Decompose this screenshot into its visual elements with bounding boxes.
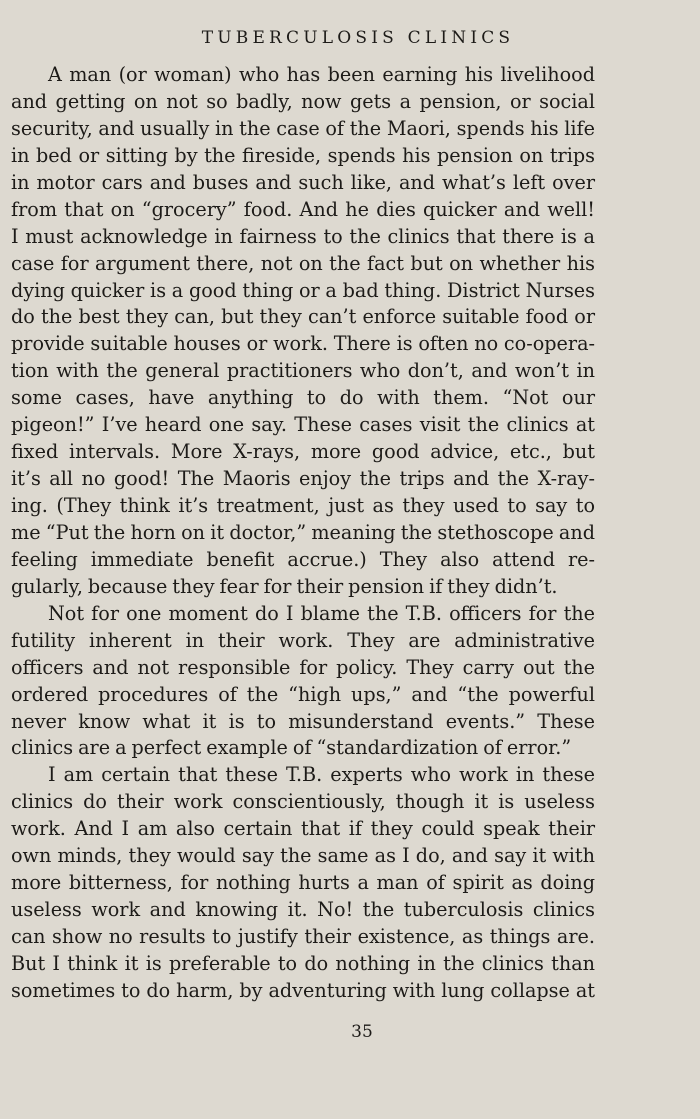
text-line: do the best they can, but they can’t enforce suitable food or xyxy=(11,305,595,329)
text-line: ing. (They think it’s treatment, just as they used to say to xyxy=(11,494,595,517)
text-line: more bitterness, for nothing hurts a man of spirit as doing xyxy=(11,871,595,895)
text-line: ordered procedures of the “high ups,” and “the powerful xyxy=(11,682,595,706)
text-line: in motor cars and buses and such like, and what’s left over xyxy=(11,170,595,194)
text-line: fixed intervals. More X-rays, more good advice, etc., but xyxy=(11,440,595,464)
text-line: feeling immediate benefit accrue.) They also attend re- xyxy=(11,547,595,571)
text-line: dying quicker is a good thing or a bad thing. District Nurses xyxy=(11,278,595,302)
text-line: some cases, have anything to do with them. “Not our xyxy=(11,386,595,410)
text-line: I am certain that these T.B. experts who work in these xyxy=(48,763,595,787)
text-line: clinics do their work conscientiously, though it is useless xyxy=(11,790,595,814)
text-line: pigeon!” I’ve heard one say. These cases visit the clinics at xyxy=(11,413,595,437)
running-head: TUBERCULOSIS CLINICS xyxy=(201,28,515,48)
text-line: gularly, because they fear for their pension if they didn’t. xyxy=(11,574,558,598)
text-line: case for argument there, not on the fact but on whether his xyxy=(11,251,595,275)
text-line: me “Put the horn on it doctor,” meaning the stethoscope and xyxy=(11,520,595,544)
text-line: security, and usually in the case of the Maori, spends his life xyxy=(11,116,595,140)
body-text xyxy=(11,62,595,1005)
text-line: own minds, they would say the same as I do, and say it with xyxy=(11,844,595,868)
text-line: futility inherent in their work. They are administrative xyxy=(11,628,595,652)
text-line: Not for one moment do I blame the T.B. officers for the xyxy=(48,601,595,625)
text-line: from that on “grocery” food. And he dies quicker and well! xyxy=(11,197,595,221)
page-number: 35 xyxy=(351,1022,373,1042)
text-line: I must acknowledge in fairness to the clinics that there is a xyxy=(11,224,595,248)
text-line: A man (or woman) who has been earning his livelihood xyxy=(48,63,595,86)
text-line: provide suitable houses or work. There is often no co-opera- xyxy=(11,332,595,356)
text-line: sometimes to do harm, by adventuring with lung collapse at xyxy=(11,978,595,1002)
text-line: officers and not responsible for policy. They carry out the xyxy=(11,655,595,679)
text-line: can show no results to justify their existence, as things are. xyxy=(11,925,595,948)
text-line: work. And I am also certain that if they could speak their xyxy=(11,817,595,841)
text-line: in bed or sitting by the fireside, spends his pension on trips xyxy=(11,143,595,167)
text-line: clinics are a perfect example of “standardization of error.” xyxy=(11,736,572,760)
text-line: But I think it is preferable to do nothing in the clinics than xyxy=(11,951,595,975)
text-line: tion with the general practitioners who don’t, and won’t in xyxy=(11,359,595,383)
text-line: and getting on not so badly, now gets a pension, or social xyxy=(11,89,595,113)
text-line: it’s all no good! The Maoris enjoy the trips and the X-ray- xyxy=(11,467,595,491)
text-line: useless work and knowing it. No! the tuberculosis clinics xyxy=(11,898,595,922)
text-line: never know what it is to misunderstand events.” These xyxy=(11,709,595,733)
